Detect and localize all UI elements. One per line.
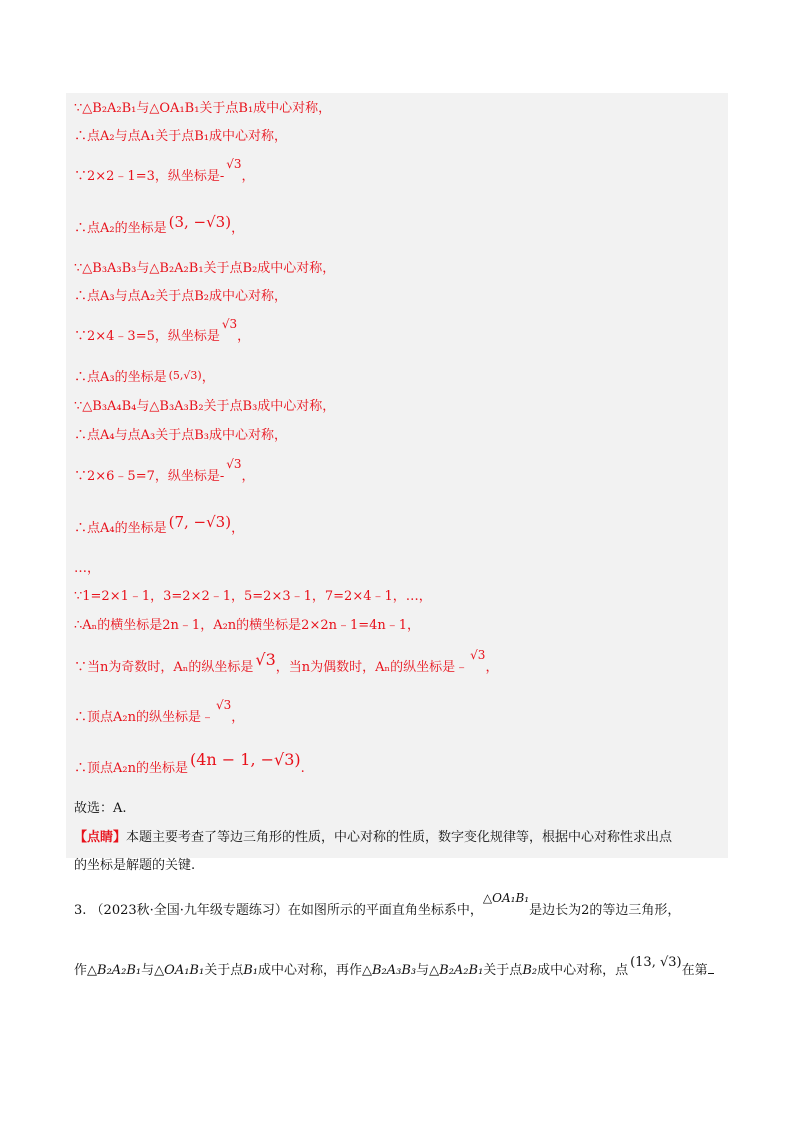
comment-label: 【点睛】 — [74, 830, 127, 845]
triangle-label: △OA₁B₁ — [482, 891, 530, 905]
sqrt3-superscript: √3 — [226, 157, 242, 171]
solution-line-1: ∵△B₂A₂B₁与△OA₁B₁关于点B₁成中心对称， — [74, 101, 332, 116]
solution-line-11: ∵2×6﹣5=7，纵坐标是-√3， — [74, 457, 255, 484]
solution-line-4: ∴点A₂的坐标是 (3, −√3)， — [74, 213, 245, 236]
coord-a4: (7, −√3) — [168, 513, 232, 531]
sqrt3-large: √3 — [255, 650, 276, 669]
answer-blank[interactable] — [708, 961, 714, 974]
sqrt3-superscript: √3 — [221, 317, 238, 331]
question-3-line-2: 作△B₂A₂B₁与△OA₁B₁关于点B₁成中心对称，再作△B₂A₃B₃与△B₂A₂B₁关于点B₂成中心对称，点(13, √3)在第 — [74, 961, 714, 980]
comment-line-2: 的坐标是解题的关键. — [74, 858, 196, 873]
solution-line-3: ∵2×2﹣1=3，纵坐标是-√3， — [74, 157, 255, 184]
sqrt3-superscript: √3 — [470, 648, 486, 662]
solution-line-8: ∴点A₃的坐标是 (5,√3)， — [74, 369, 215, 385]
solution-line-15: ∴Aₙ的横坐标是2n﹣1，A₂n的横坐标是2×2n﹣1=4n﹣1， — [74, 618, 421, 633]
comment-line-1: 【点睛】本题主要考查了等边三角形的性质，中心对称的性质，数字变化规律等，根据中心对称性求出点 — [74, 830, 673, 845]
solution-line-16: ∵当n为奇数时，Aₙ的纵坐标是 √3，当n为偶数时，Aₙ的纵坐标是﹣√3， — [74, 648, 499, 675]
solution-line-17: ∴顶点A₂n的纵坐标是﹣√3， — [74, 698, 245, 725]
solution-line-7: ∵2×4﹣3=5，纵坐标是√3， — [74, 317, 251, 344]
solution-line-18: ∴顶点A₂n的坐标是 (4n − 1, −√3). — [74, 750, 305, 776]
coord-a2: (3, −√3) — [168, 213, 232, 231]
solution-line-9: ∵△B₃A₄B₄与△B₃A₃B₂关于点B₃成中心对称， — [74, 399, 336, 414]
solution-line-12: ∴点A₄的坐标是 (7, −√3)， — [74, 513, 245, 536]
answer-line: 故选：A. — [74, 801, 127, 816]
solution-line-14: ∵1=2×1﹣1，3=2×2﹣1，5=2×3﹣1，7=2×4﹣1，…， — [74, 589, 432, 604]
solution-line-6: ∴点A₃与点A₂关于点B₂成中心对称， — [74, 289, 287, 304]
solution-line-5: ∵△B₃A₃B₃与△B₂A₂B₁关于点B₂成中心对称， — [74, 261, 336, 276]
solution-line-13: …， — [74, 561, 101, 576]
question-3-line-1: 3. （2023秋·全国·九年级专题练习）在如图所示的平面直角坐标系中，△OA₁B₁是边长为2的等边三角形， — [74, 891, 681, 918]
solution-line-2: ∴点A₂与点A₁关于点B₁成中心对称， — [74, 129, 287, 144]
sqrt3-superscript: √3 — [226, 457, 242, 471]
sqrt3-superscript: √3 — [215, 698, 232, 712]
coord-a3: (5,√3) — [168, 369, 202, 382]
coord-a2n: (4n − 1, −√3) — [189, 750, 301, 769]
point-coord: (13, √3) — [630, 955, 682, 970]
question-number: 3. — [74, 903, 87, 918]
solution-line-10: ∴点A₄与点A₃关于点B₃成中心对称， — [74, 428, 287, 443]
